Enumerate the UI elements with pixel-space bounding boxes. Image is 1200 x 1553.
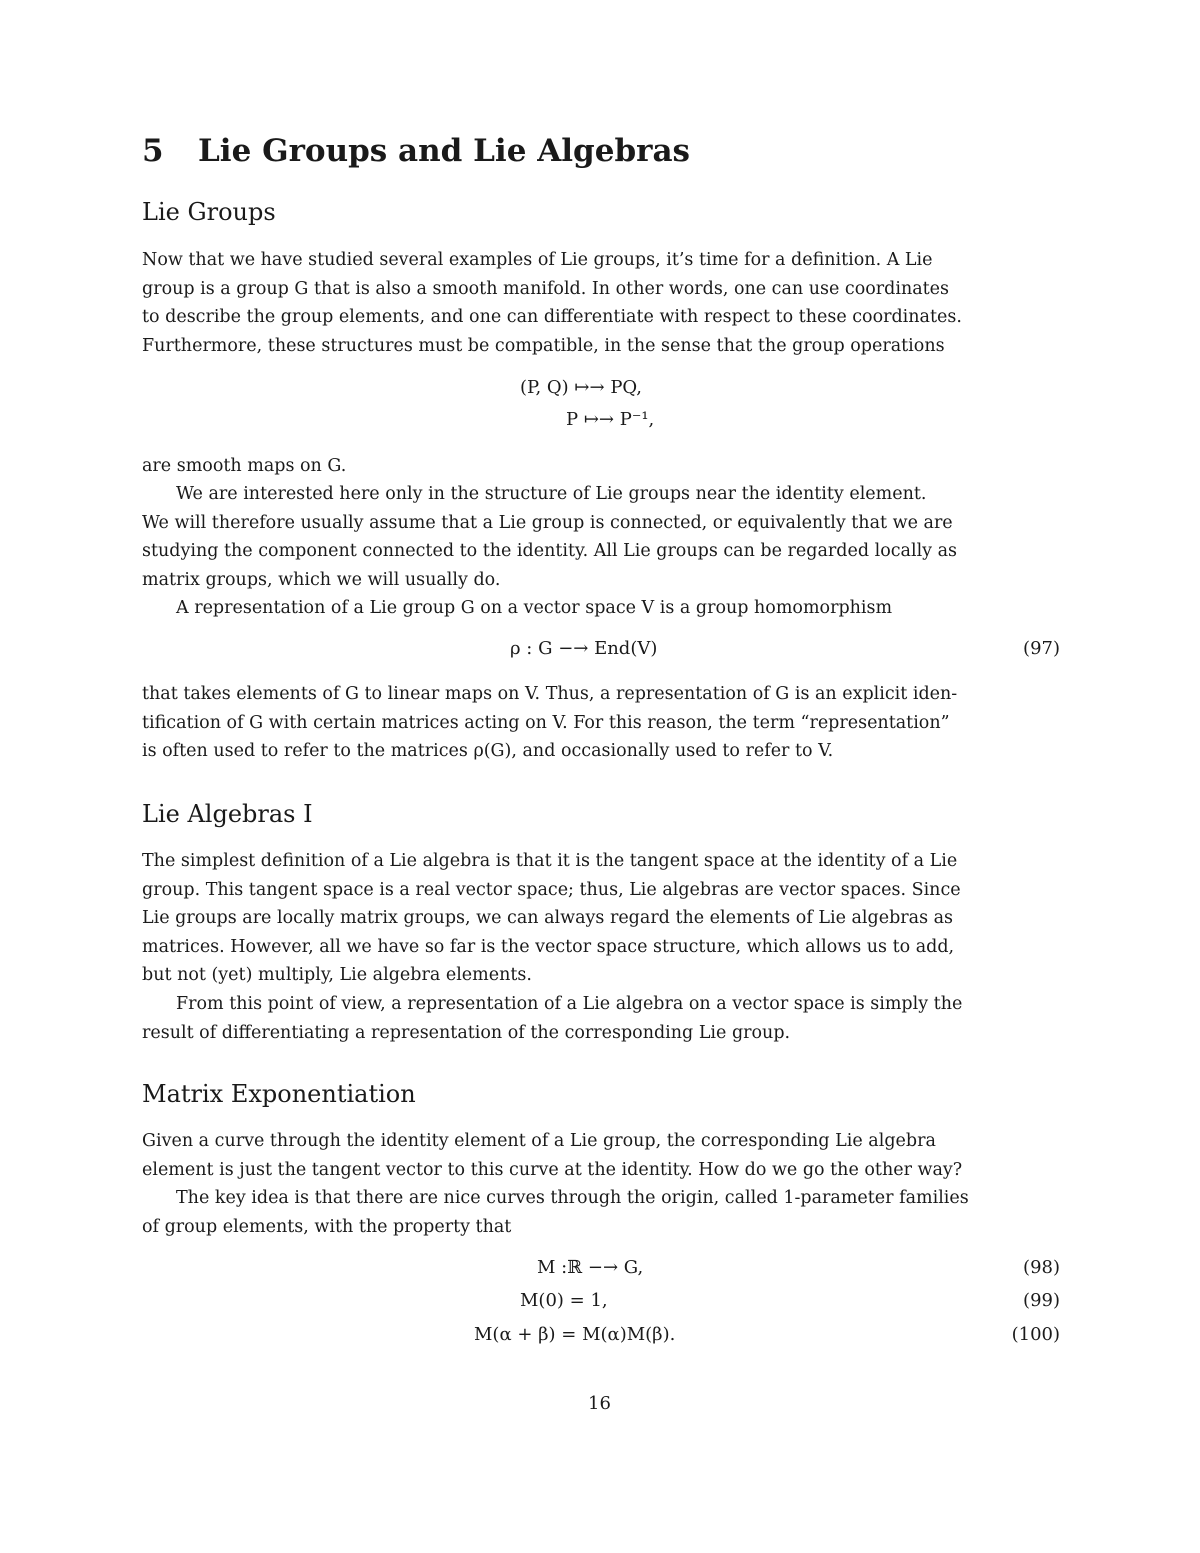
text-line: are smooth maps on G. xyxy=(142,456,347,476)
text-line: element is just the tangent vector to this curve at the identity. How do we go the other way? xyxy=(142,1159,963,1180)
paragraph-lie-group-definition xyxy=(142,246,1060,360)
equation-number-99: (99) xyxy=(1023,1290,1060,1311)
paragraph-one-parameter-families xyxy=(142,1184,1060,1241)
section-heading xyxy=(142,133,690,169)
paragraph-smooth-maps xyxy=(142,452,1060,481)
text-line: studying the component connected to the identity. All Lie groups can be regarded locally as xyxy=(142,541,958,562)
text-line: The key idea is that there are nice curves through the origin, called 1-parameter families xyxy=(176,1188,969,1208)
section-title: Lie Groups and Lie Algebras xyxy=(198,133,690,169)
equation-inverse-map: P ↦→ P⁻¹, xyxy=(566,409,655,430)
paragraph-curve-identity xyxy=(142,1127,1060,1184)
text-line: matrices. However, all we have so far is the vector space structure, which allows us to add, xyxy=(142,936,955,957)
equation-number-100: (100) xyxy=(1011,1324,1060,1345)
paragraph-algebra-representation xyxy=(142,990,1060,1047)
text-line: of group elements, with the property that xyxy=(142,1216,512,1237)
paragraph-representation xyxy=(142,594,1060,623)
text-line: Now that we have studied several examples of Lie groups, it’s time for a definition. A Lie xyxy=(142,250,933,270)
equation-98: M :ℝ −→ G, xyxy=(537,1257,644,1278)
text-line: group is a group G that is also a smooth manifold. In other words, one can use coordinates xyxy=(142,278,950,299)
text-line: Given a curve through the identity element of a Lie group, the corresponding Lie algebra xyxy=(142,1131,936,1151)
paragraph-identity-structure xyxy=(142,480,1060,594)
subsection-heading-lie-groups: Lie Groups xyxy=(142,198,276,226)
equation-99: M(0) = 1, xyxy=(520,1290,608,1311)
subsection-heading-matrix-exponentiation: Matrix Exponentiation xyxy=(142,1080,416,1108)
text-line: group. This tangent space is a real vector space; thus, Lie algebras are vector spaces. Since xyxy=(142,879,961,900)
text-line: to describe the group elements, and one can differentiate with respect to these coordinates. xyxy=(142,307,962,328)
text-line: but not (yet) multiply, Lie algebra elements. xyxy=(142,965,532,986)
equation-100: M(α + β) = M(α)M(β). xyxy=(474,1324,676,1345)
section-number: 5 xyxy=(142,133,164,169)
paragraph-lie-algebra-definition xyxy=(142,847,1060,990)
text-line: From this point of view, a representation of a Lie algebra on a vector space is simply the xyxy=(176,994,963,1014)
text-line: tification of G with certain matrices acting on V. For this reason, the term “representation” xyxy=(142,712,950,733)
text-line: The simplest definition of a Lie algebra is that it is the tangent space at the identity of a Lie xyxy=(142,851,958,871)
text-line: We are interested here only in the structure of Lie groups near the identity element. xyxy=(176,484,927,504)
equation-number-97: (97) xyxy=(1023,638,1060,659)
text-line: Lie groups are locally matrix groups, we can always regard the elements of Lie algebras as xyxy=(142,908,954,929)
text-line: that takes elements of G to linear maps on V. Thus, a representation of G is an explicit iden- xyxy=(142,684,958,704)
text-line: A representation of a Lie group G on a vector space V is a group homomorphism xyxy=(176,598,893,618)
equation-product-map: (P, Q) ↦→ PQ, xyxy=(520,377,643,398)
paragraph-representation-explained xyxy=(142,680,1060,766)
equation-number-98: (98) xyxy=(1023,1257,1060,1278)
subsection-heading-lie-algebras: Lie Algebras I xyxy=(142,800,313,828)
text-line: Furthermore, these structures must be compatible, in the sense that the group operations xyxy=(142,335,945,356)
text-line: is often used to refer to the matrices ρ(G), and occasionally used to refer to V. xyxy=(142,741,834,762)
text-line: We will therefore usually assume that a Lie group is connected, or equivalently that we are xyxy=(142,512,953,533)
text-line: matrix groups, which we will usually do. xyxy=(142,569,501,590)
text-line: result of differentiating a representation of the corresponding Lie group. xyxy=(142,1022,791,1043)
page-number: 16 xyxy=(588,1393,611,1414)
equation-97: ρ : G −→ End(V) xyxy=(510,638,658,659)
